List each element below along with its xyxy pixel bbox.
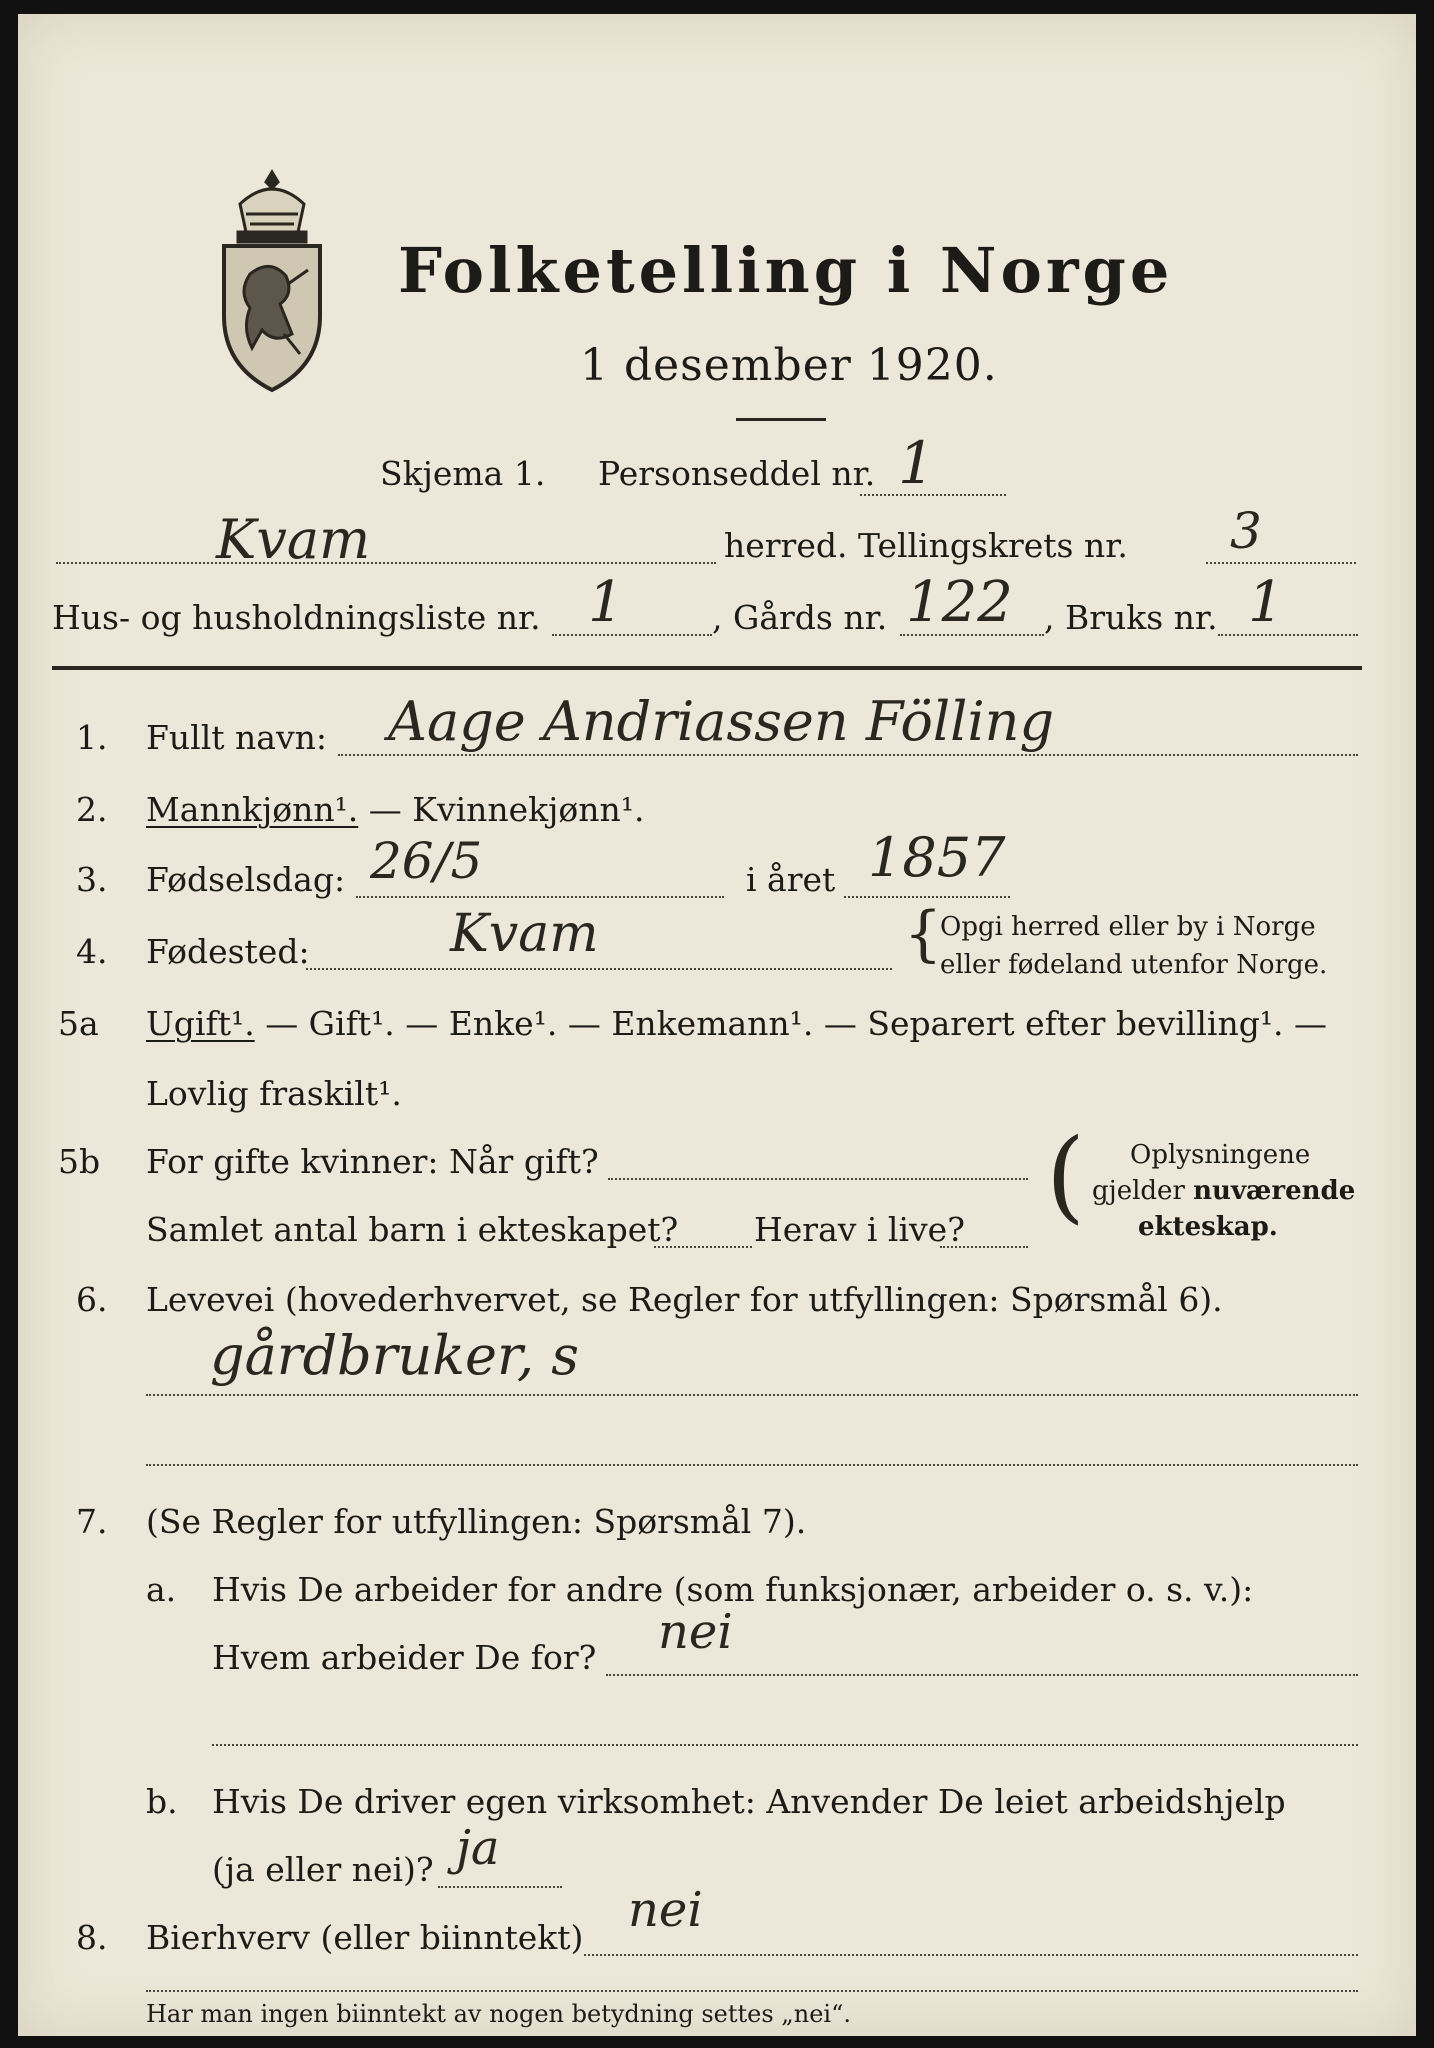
q2-male-option: Mannkjønn¹. <box>146 790 359 829</box>
q5b-note-line1: Oplysningene <box>1130 1140 1311 1170</box>
q7-number: 7. <box>76 1502 108 1541</box>
q7b-value: ja <box>456 1820 500 1876</box>
q3-label: Fødselsdag: <box>146 860 346 899</box>
q5b-note-line2 <box>1092 1176 1355 1206</box>
q3-number: 3. <box>76 860 108 899</box>
q5b-alive-label: Herav i live? <box>754 1210 965 1249</box>
q5a-number: 5a <box>58 1004 99 1043</box>
q7-label: (Se Regler for utfyllingen: Spørsmål 7). <box>146 1502 807 1541</box>
q8-extra-line <box>146 1990 1358 1992</box>
q4-line <box>306 968 892 970</box>
q7a-number: a. <box>146 1570 177 1609</box>
q5b-label: For gifte kvinner: Når gift? <box>146 1142 599 1181</box>
gards-label: , Gårds nr. <box>712 598 888 637</box>
q5a-ugift-option: Ugift¹. <box>146 1004 255 1043</box>
q5b-children-line <box>654 1246 752 1248</box>
tellingskrets-value: 3 <box>1230 502 1262 560</box>
q6-line2 <box>146 1464 1358 1466</box>
q3-year-line <box>844 896 1010 898</box>
q5b-number: 5b <box>58 1142 101 1181</box>
hus-label: Hus- og husholdningsliste nr. <box>52 598 541 637</box>
q7b-line <box>438 1886 562 1888</box>
q6-number: 6. <box>76 1280 108 1319</box>
q8-number: 8. <box>76 1918 108 1957</box>
q4-number: 4. <box>76 932 108 971</box>
q4-label: Fødested: <box>146 932 310 971</box>
herred-label: herred. <box>724 526 848 565</box>
q7a-line <box>606 1674 1358 1676</box>
q3-value: 26/5 <box>370 832 483 890</box>
q2-options <box>146 790 645 829</box>
personseddel-value: 1 <box>898 429 935 497</box>
q5b-children-label: Samlet antal barn i ekteskapet? <box>146 1210 679 1249</box>
q7a-value: nei <box>658 1604 733 1660</box>
tellingskrets-line <box>1206 562 1356 564</box>
herred-line <box>56 562 716 564</box>
q5b-note-line3: ekteskap. <box>1138 1212 1278 1242</box>
q6-line1 <box>146 1394 1358 1396</box>
q4-value: Kvam <box>450 904 599 964</box>
hus-value: 1 <box>588 570 624 635</box>
herred-value: Kvam <box>216 508 371 571</box>
q4-note-line2: eller fødeland utenfor Norge. <box>940 950 1328 980</box>
personseddel-label: Personseddel nr. <box>598 454 876 493</box>
q8-line <box>584 1954 1358 1956</box>
q2-other-options: — Kvinnekjønn¹. <box>368 790 645 829</box>
q2-number: 2. <box>76 790 108 829</box>
q7a-extra-line <box>212 1744 1358 1746</box>
census-form <box>18 14 1416 2036</box>
q3-year-label: i året <box>746 860 836 899</box>
title-divider <box>736 418 826 421</box>
gards-value: 122 <box>906 570 1013 635</box>
q7b-line2: (ja eller nei)? <box>212 1850 434 1889</box>
q5b-note-gjelder: gjelder <box>1092 1176 1185 1206</box>
q5a-other-options: — Gift¹. — Enke¹. — Enkemann¹. — Separert efter bevilling¹. — <box>265 1004 1328 1043</box>
q5a-options <box>146 1004 1327 1043</box>
q8-label: Bierhverv (eller biinntekt) <box>146 1918 584 1957</box>
q6-label: Levevei (hovederhvervet, se Regler for utfyllingen: Spørsmål 6). <box>146 1280 1223 1319</box>
footer-note: Har man ingen biinntekt av nogen betydning settes „nei“. <box>146 2000 851 2028</box>
q7a-label: Hvis De arbeider for andre (som funksjonær, arbeider o. s. v.): <box>212 1570 1254 1609</box>
bruks-value: 1 <box>1248 570 1284 635</box>
q4-brace: { <box>904 899 943 969</box>
schema-label: Skjema 1. <box>380 454 546 493</box>
q5b-alive-line <box>940 1246 1028 1248</box>
q7a-line2: Hvem arbeider De for? <box>212 1638 597 1677</box>
q1-line <box>338 754 1358 756</box>
form-date: 1 desember 1920. <box>580 340 998 391</box>
q1-number: 1. <box>76 718 108 757</box>
q5b-married-line <box>608 1178 1028 1180</box>
q7b-number: b. <box>146 1782 178 1821</box>
q3-line <box>356 896 724 898</box>
bruks-label: , Bruks nr. <box>1044 598 1218 637</box>
q3-year-value: 1857 <box>868 826 1006 889</box>
hus-line <box>552 634 712 636</box>
q1-label: Fullt navn: <box>146 718 327 757</box>
q8-value: nei <box>628 1882 703 1938</box>
q1-value: Aage Andriassen Fölling <box>388 690 1055 753</box>
coat-of-arms-icon <box>210 164 335 394</box>
q4-note-line1: Opgi herred eller by i Norge <box>940 912 1316 942</box>
form-title: Folketelling i Norge <box>398 234 1174 307</box>
q6-value: gårdbruker, s <box>210 1324 579 1387</box>
q5b-brace: ( <box>1046 1117 1086 1234</box>
q5b-note-nuvaerende: nuværende <box>1193 1176 1356 1206</box>
bruks-line <box>1218 634 1358 636</box>
header-separator <box>52 666 1362 670</box>
tellingskrets-label: Tellingskrets nr. <box>858 526 1128 565</box>
q7b-label: Hvis De driver egen virksomhet: Anvender De leiet arbeidshjelp <box>212 1782 1286 1821</box>
q5a-line2: Lovlig fraskilt¹. <box>146 1074 402 1113</box>
